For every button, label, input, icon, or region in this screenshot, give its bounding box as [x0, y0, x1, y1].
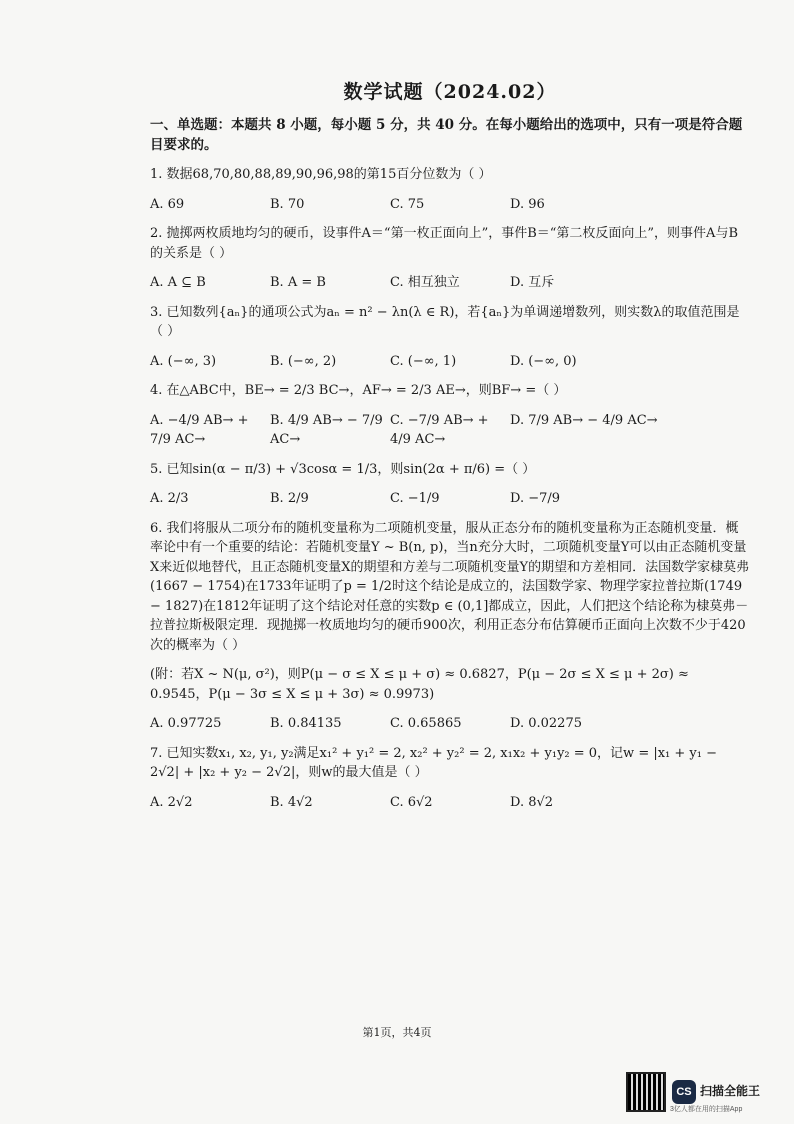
question-5: [150, 460, 750, 509]
option-row: [150, 793, 750, 813]
option-c: C. 6√2: [390, 794, 433, 810]
question-note: (附：若X ~ N(μ, σ²)，则P(μ − σ ≤ X ≤ μ + σ) ≈ 0.6827，P(μ − 2σ ≤ X ≤ μ + 2σ) ≈ 0.9545，P(μ − 3σ ≤ X ≤ μ + 3σ) ≈ 0.9973): [150, 667, 689, 702]
page-footer: 第1页，共4页: [362, 1026, 432, 1039]
question-text: 5. 已知sin(α − π/3) + √3cosα = 1/3，则sin(2α + π/6) =（ ）: [150, 461, 536, 477]
watermark-name: 扫描全能王: [700, 1084, 761, 1099]
option-a: A. (−∞, 3): [150, 353, 217, 369]
option-a: A. 69: [150, 196, 185, 212]
option-a: A. 2/3: [150, 491, 189, 506]
question-text: 4. 在△ABC中，BE→ = 2/3 BC→，AF→ = 2/3 AE→，则BF→ =（ ）: [150, 383, 567, 398]
option-d: D. −7/9: [510, 491, 561, 506]
option-row: [150, 195, 750, 215]
question-7: [150, 744, 750, 813]
option-c: C. (−∞, 1): [390, 353, 457, 369]
scanner-watermark: [626, 1070, 776, 1114]
option-b: B. 0.84135: [270, 716, 342, 731]
option-c: C. −1/9: [390, 491, 440, 506]
option-b: B. 4√2: [270, 794, 313, 810]
option-a: A. 2√2: [150, 794, 193, 810]
option-b: B. (−∞, 2): [270, 353, 337, 369]
option-d: D. 0.02275: [510, 716, 582, 731]
option-b: B. A = B: [270, 275, 326, 290]
option-row: [150, 352, 750, 372]
option-a: A. A ⊆ B: [150, 275, 206, 290]
option-row: [150, 489, 750, 509]
question-3: [150, 303, 750, 372]
page-title: 数学试题（2024.02）: [343, 81, 557, 103]
option-c: C. −7/9 AB→ + 4/9 AC→: [390, 412, 489, 447]
option-row: [150, 273, 750, 293]
question-text: 3. 已知数列{aₙ}的通项公式为aₙ = n² − λn(λ ∈ R)，若{aₙ}为单调递增数列，则实数λ的取值范围是（ ）: [150, 304, 740, 339]
question-text: 1. 数据68,70,80,88,89,90,96,98的第15百分位数为（ ）: [150, 167, 492, 182]
option-a: A. 0.97725: [150, 716, 222, 731]
option-a: A. −4/9 AB→ + 7/9 AC→: [150, 412, 249, 447]
section-heading: 一、单选题：本题共 8 小题，每小题 5 分，共 40 分。在每小题给出的选项中，只有一项是符合题目要求的。: [150, 116, 743, 153]
camscanner-logo: CS: [672, 1080, 696, 1104]
option-b: B. 70: [270, 196, 305, 212]
question-1: [150, 165, 750, 214]
option-b: B. 2/9: [270, 491, 309, 506]
exam-content: [150, 78, 750, 822]
option-b: B. 4/9 AB→ − 7/9 AC→: [270, 412, 383, 447]
watermark-subtitle: 3亿人都在用的扫描App: [670, 1106, 743, 1113]
question-4: [150, 381, 750, 450]
question-text: 7. 已知实数x₁, x₂, y₁, y₂满足x₁² + y₁² = 2, x₂² + y₂² = 2, x₁x₂ + y₁y₂ = 0，记w = |x₁ + y₁ − 2√2| + |x₂ + y₂ − 2√2|，则w的最大值是（ ）: [150, 745, 717, 780]
option-c: C. 75: [390, 196, 425, 212]
option-row: [150, 714, 750, 734]
option-d: D. (−∞, 0): [510, 353, 577, 369]
option-d: D. 7/9 AB→ − 4/9 AC→: [510, 412, 658, 428]
option-d: D. 8√2: [510, 794, 554, 810]
question-text: 2. 抛掷两枚质地均匀的硬币，设事件A＝“第一枚正面向上”，事件B＝“第二枚反面向上”，则事件A与B的关系是（ ）: [150, 226, 739, 261]
question-text: 6. 我们将服从二项分布的随机变量称为二项随机变量，服从正态分布的随机变量称为正态随机变量．概率论中有一个重要的结论：若随机变量Y ~ B(n, p)，当n充分大时，二项随机变量Y可以由正态随机变量X来近似地替代，且正态随机变量X的期望和方差与二项随机变量Y的期望和方差相同．法国数学家棣莫弗(1667 − 1754)在1733年证明了p = 1/2时这个结论是成立的，法国数学家、物理学家拉普拉斯(1749 − 1827)在1812年证明了这个结论对任意的实数p ∈ (0,1]都成立，因此，人们把这个结论称为棣莫弗－拉普拉斯极限定理．现抛掷一枚质地均匀的硬币900次，利用正态分布估算硬币正面向上次数不少于420次的概率为（ ）: [150, 520, 750, 653]
qr-code-icon: [626, 1072, 666, 1112]
question-2: [150, 224, 750, 293]
option-d: D. 互斥: [510, 275, 555, 290]
option-c: C. 相互独立: [390, 275, 460, 290]
option-row: [150, 411, 750, 450]
option-c: C. 0.65865: [390, 716, 462, 731]
option-d: D. 96: [510, 196, 545, 212]
question-6: [150, 519, 750, 734]
